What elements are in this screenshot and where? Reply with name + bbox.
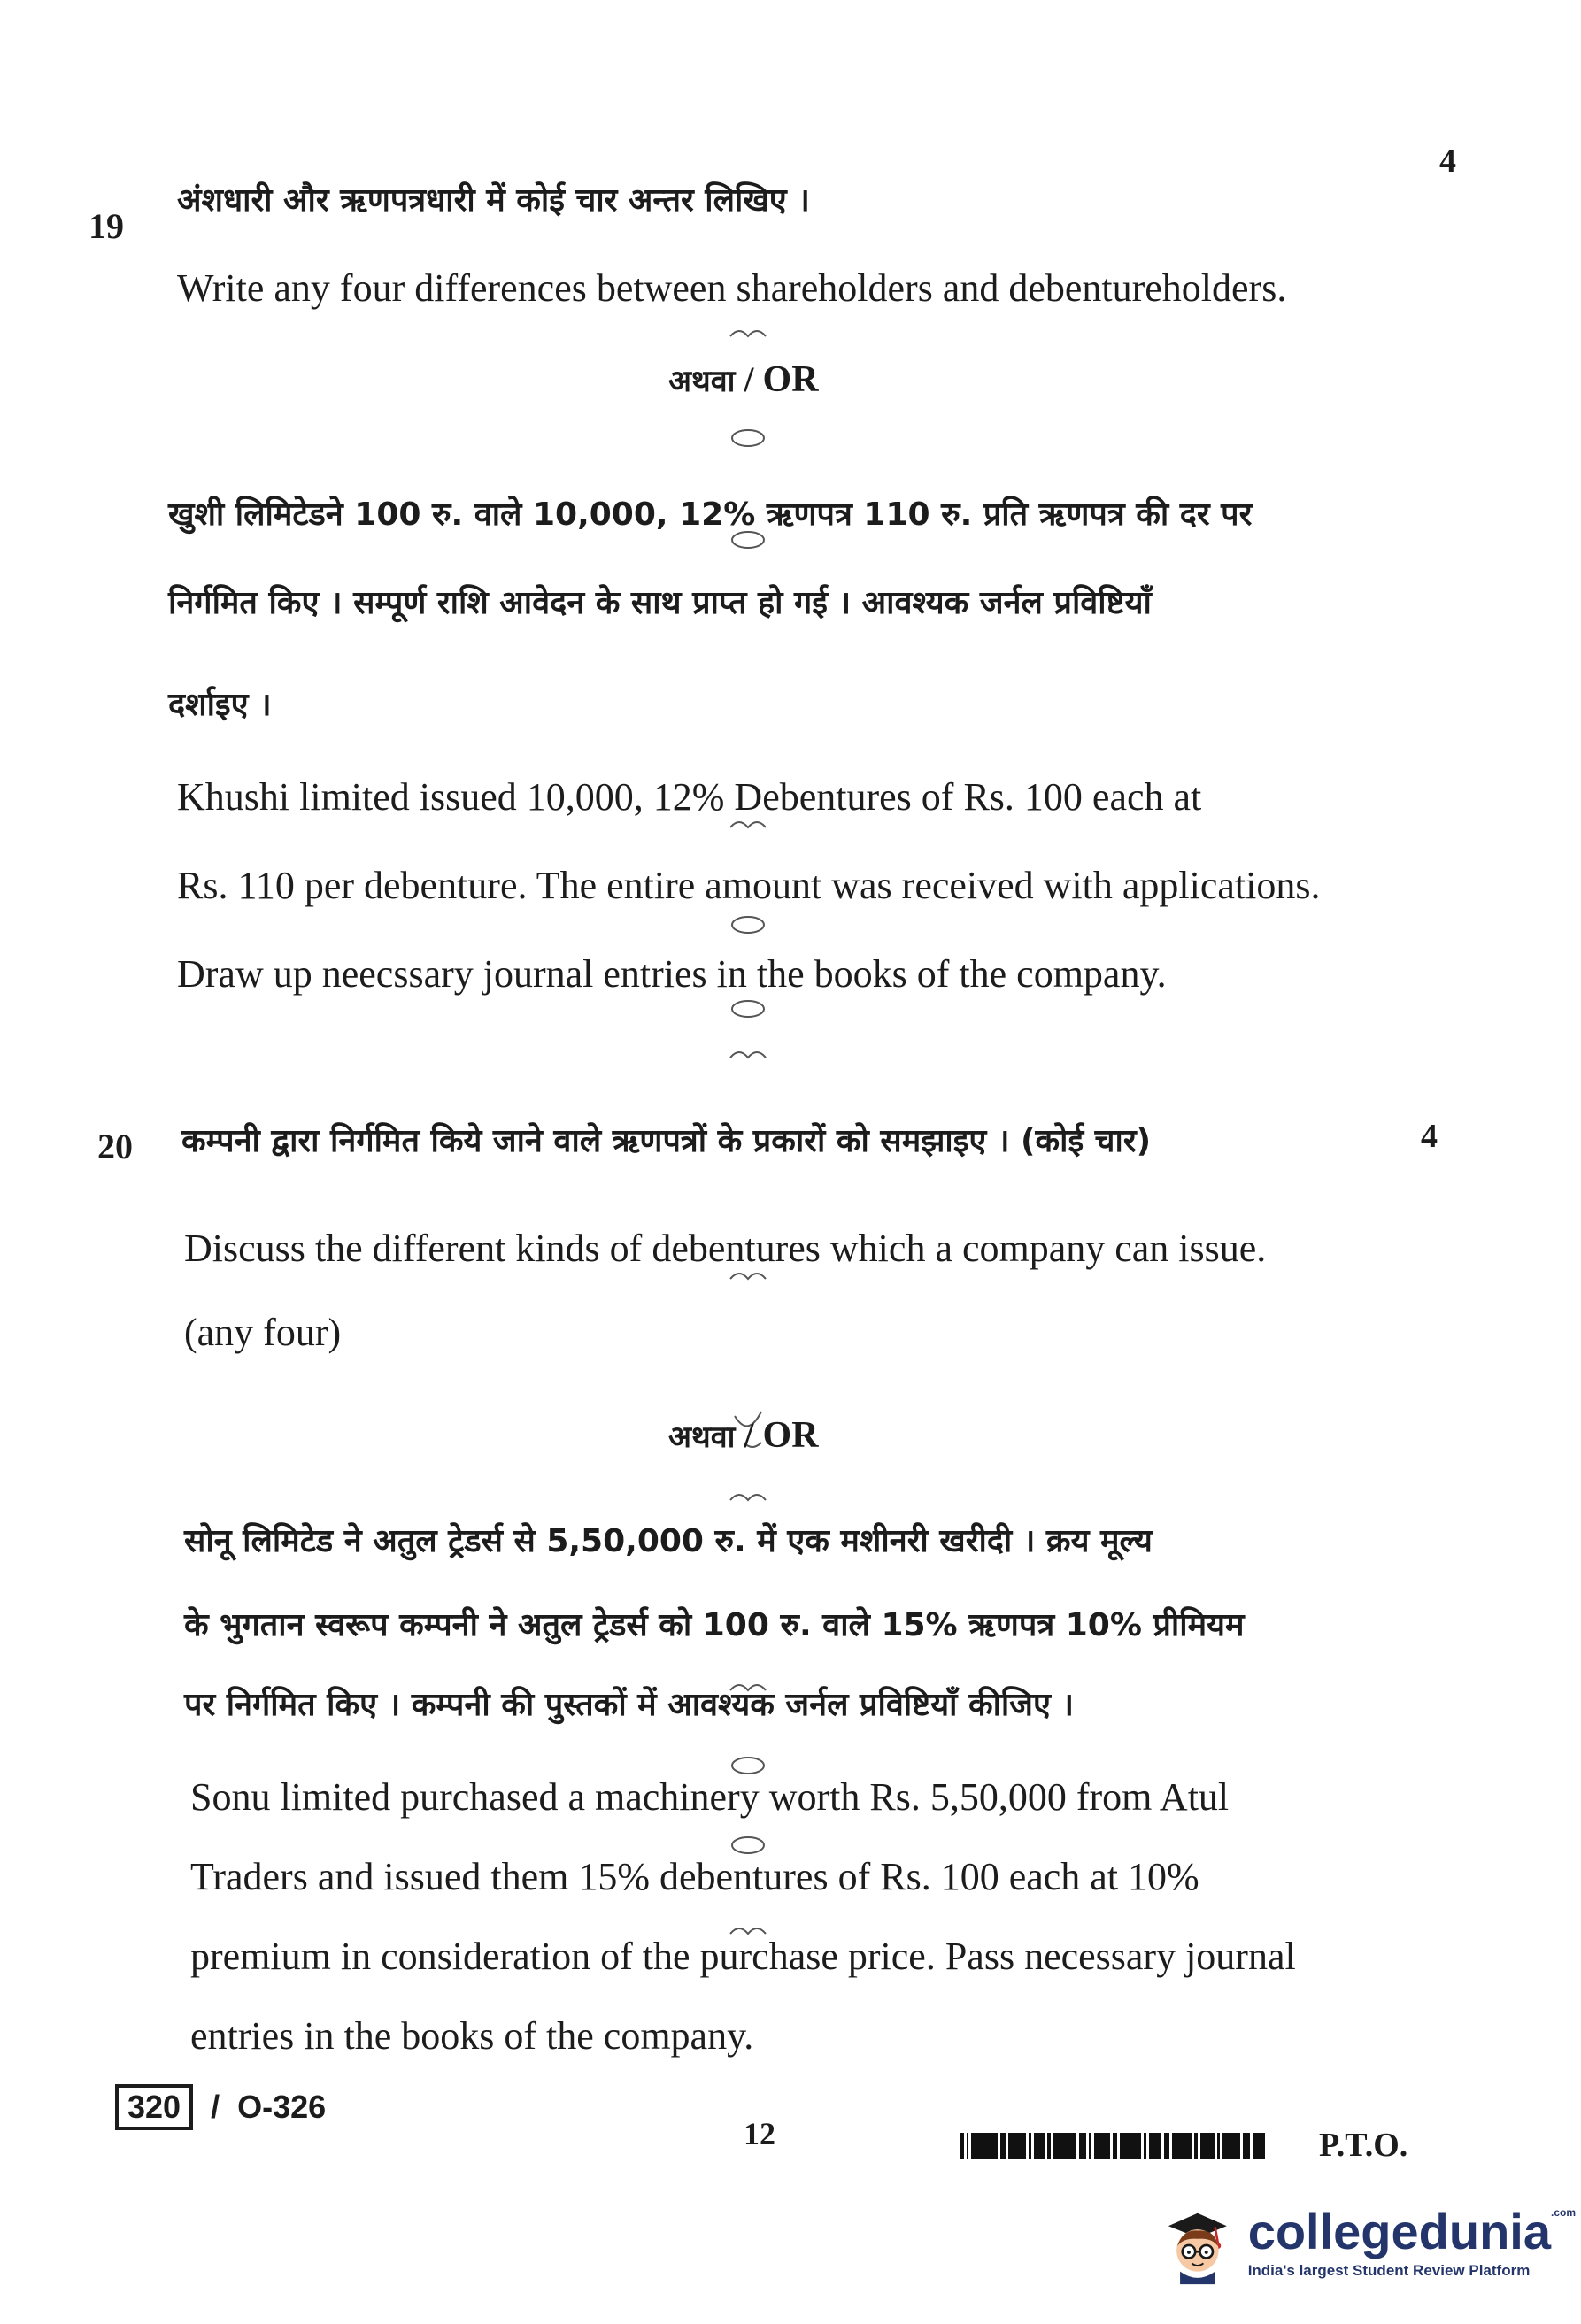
page-number: 12 — [744, 2116, 775, 2151]
q20-alt-hindi-line-2: के भुगतान स्वरूप कम्पनी ने अतुल ट्रेडर्स को 100 रु. वाले 15% ऋणपत्र 10% प्रीमियम — [184, 1607, 1245, 1643]
paper-code-box: 320 — [115, 2084, 193, 2130]
q20-alt-english-line-4: entries in the books of the company. — [190, 2014, 754, 2058]
q19-alt-hindi-line-1: खुशी लिमिटेडने 100 रु. वाले 10,000, 12% ऋणपत्र 110 रु. प्रति ऋणपत्र की दर पर — [168, 496, 1253, 533]
question-number-20: 20 — [97, 1127, 133, 1166]
q20-english-line-1: Discuss the different kinds of debentures which a company can issue. — [184, 1227, 1267, 1270]
q19-alt-hindi-line-2: निर्गमित किए । सम्पूर्ण राशि आवेदन के साथ प्राप्त हो गई । आवश्यक जर्नल प्रविष्टियाँ — [168, 585, 1152, 621]
question-number-19: 19 — [89, 206, 124, 246]
student-mascot-icon — [1160, 2182, 1236, 2305]
watermark-tagline: India's largest Student Review Platform — [1247, 2262, 1531, 2279]
q19-hindi-text: अंशधारी और ऋणपत्रधारी में कोई चार अन्तर लिखिए । — [177, 182, 810, 219]
watermark-brand: collegedunia$^{.com}$ — [1247, 2204, 1576, 2259]
or-hindi: अथवा — [668, 1420, 736, 1455]
paper-code-separator: / — [211, 2088, 220, 2125]
collegedunia-watermark — [1160, 2177, 1576, 2310]
q20-hindi-text: कम्पनी द्वारा निर्गमित किये जाने वाले ऋणपत्रों के प्रकारों को समझाइए । (कोई चार) — [181, 1123, 1152, 1159]
paper-code — [115, 2084, 326, 2130]
or-english: OR — [762, 359, 819, 400]
q20-alt-english-line-1: Sonu limited purchased a machinery worth Rs. 5,50,000 from Atul — [190, 1775, 1230, 1819]
barcode — [960, 2133, 1279, 2159]
q19-alt-english-line-2: Rs. 110 per debenture. The entire amount was received with applications. — [177, 864, 1321, 907]
set-code: O-326 — [237, 2088, 327, 2125]
q20-alt-hindi-line-3: पर निर्गमित किए । कम्पनी की पुस्तकों में आवश्यक जर्नल प्रविष्टियाँ कीजिए । — [184, 1687, 1075, 1723]
q19-alt-hindi-line-3: दर्शाइए । — [168, 687, 272, 723]
q20-alt-english-line-3: premium in consideration of the purchase price. Pass necessary journal — [190, 1935, 1296, 1978]
q19-english-text: Write any four differences between shareholders and debentureholders. — [177, 266, 1287, 310]
watermark-text — [1247, 2204, 1576, 2280]
q20-english-line-2: (any four) — [184, 1311, 342, 1354]
q20-alt-english-line-2: Traders and issued them 15% debentures of Rs. 100 each at 10% — [190, 1855, 1199, 1898]
q20-alt-hindi-line-1: सोनू लिमिटेड ने अतुल ट्रेडर्स से 5,50,000 रु. में एक मशीनरी खरीदी । क्रय मूल्य — [184, 1523, 1153, 1559]
q19-alt-english-line-3: Draw up neecssary journal entries in the books of the company. — [177, 952, 1167, 996]
or-english: OR — [762, 1415, 819, 1456]
q19-alt-english-line-1: Khushi limited issued 10,000, 12% Debentures of Rs. 100 each at — [177, 775, 1202, 819]
question-marks-20: 4 — [1421, 1118, 1438, 1155]
q19-or-divider: अथवा / OR — [668, 359, 819, 400]
q20-or-divider: अथवा / OR — [668, 1415, 819, 1456]
question-marks-19: 4 — [1439, 142, 1456, 180]
pto-label: P.T.O. — [1319, 2127, 1408, 2164]
or-hindi: अथवा — [668, 364, 736, 399]
